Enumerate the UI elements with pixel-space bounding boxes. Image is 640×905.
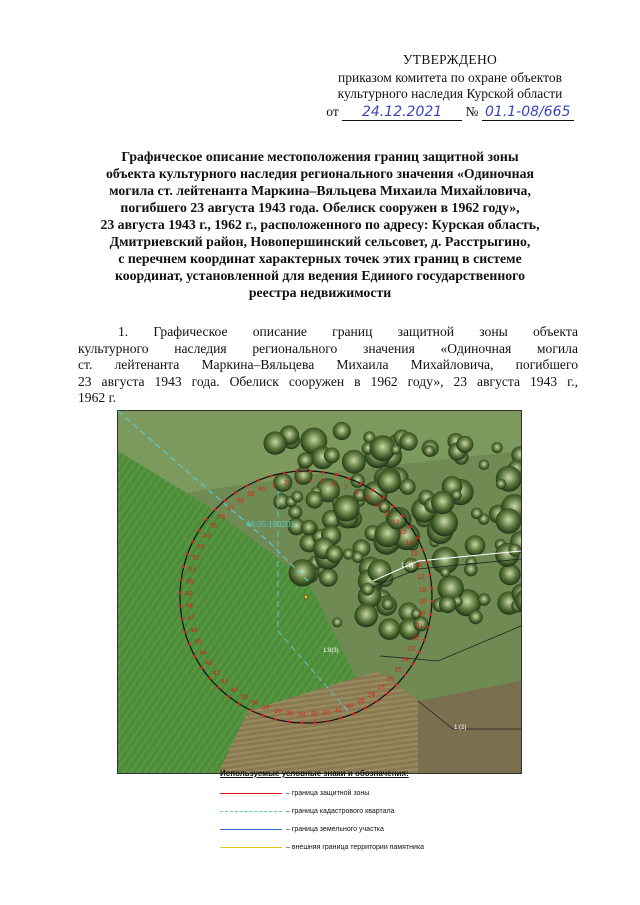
- zone-point: [395, 683, 398, 686]
- tree-canopy: [471, 508, 483, 520]
- map-image: [117, 410, 522, 774]
- zone-point-label: 22: [412, 634, 420, 642]
- title-line: с перечнем координат характерных точек этих границ в системе: [118, 251, 522, 266]
- zone-point-label: 54: [203, 532, 211, 540]
- zone-point-label: 60: [258, 486, 266, 494]
- date-underline: [342, 104, 462, 121]
- zone-point-label: 17: [417, 574, 425, 582]
- zone-point: [188, 643, 191, 646]
- zone-point: [382, 496, 385, 499]
- zone-point-label: 31: [334, 706, 342, 714]
- tree-canopy: [342, 450, 366, 474]
- title-line: реестра недвижимости: [248, 285, 392, 300]
- zone-point: [309, 470, 312, 473]
- zone-point-label: 46: [189, 626, 198, 634]
- legend-label: – граница кадастрового квартала: [286, 807, 395, 815]
- title-line: погибшего 23 августа 1943 года. Обелиск сооружен в 1962 году»,: [120, 200, 520, 215]
- paragraph-line: ст. лейтенанта Маркина–Вяльцева Михаила Михайловича, погибшего: [78, 357, 578, 372]
- zone-point: [335, 473, 338, 476]
- zone-point-label: 43: [205, 660, 213, 667]
- zone-point: [227, 695, 230, 698]
- zone-point-label: 13: [399, 529, 407, 536]
- tree-canopy: [439, 596, 456, 613]
- zone-point-label: 51: [188, 566, 197, 574]
- zone-point: [208, 677, 211, 680]
- tree-canopy: [333, 495, 359, 521]
- zone-point: [429, 574, 432, 577]
- zone-point-label: 30: [346, 702, 354, 710]
- legend-swatch-yellow: [220, 847, 282, 848]
- tree-canopy: [368, 559, 392, 583]
- zone-point: [339, 717, 342, 720]
- legend: [220, 769, 480, 856]
- approval-date-number: [300, 104, 600, 121]
- approval-block: [300, 52, 600, 121]
- zone-point-label: 42: [212, 669, 221, 677]
- tree-canopy: [382, 598, 394, 610]
- title-line: 23 августа 1943 г., 1962 г., расположенного по адресу: Курская область,: [100, 217, 540, 232]
- zone-point-label: 32: [322, 709, 331, 717]
- cadastral-quarter-label: 46:05:180201: [246, 520, 295, 529]
- zone-point: [404, 673, 407, 676]
- zone-point-label: 4: [308, 477, 312, 485]
- tree-canopy: [456, 436, 473, 453]
- zone-point: [249, 709, 252, 712]
- zone-point-label: 59: [247, 491, 255, 499]
- zone-point-label: 38: [251, 699, 259, 707]
- tree-canopy: [465, 535, 486, 556]
- zone-point: [245, 484, 248, 487]
- zone-point-label: 29: [357, 697, 365, 705]
- zone-point-label: 10: [374, 502, 382, 510]
- tree-canopy: [469, 610, 483, 624]
- zone-point-label: 33: [310, 711, 318, 719]
- zone-point-label: 21: [415, 622, 424, 630]
- zone-point-label: 50: [186, 578, 194, 586]
- zone-point-label: 6: [332, 481, 337, 488]
- tree-canopy: [326, 545, 344, 563]
- zone-point: [214, 508, 217, 511]
- zone-point-label: 48: [185, 602, 193, 610]
- zone-point-label: 35: [286, 710, 294, 718]
- legend-item: [220, 802, 480, 820]
- zone-point-label: 36: [274, 708, 282, 715]
- zone-point-label: 44: [199, 649, 207, 657]
- zone-point-label: 45: [193, 638, 202, 646]
- zone-point: [430, 587, 433, 590]
- zone-point-label: 41: [221, 678, 229, 686]
- zone-point: [198, 529, 201, 532]
- legend-item: [220, 838, 480, 856]
- legend-heading: Используемые условные знаки и обозначения:: [220, 769, 409, 778]
- zone-point-label: 23: [407, 645, 415, 653]
- zone-point-label: 34: [298, 711, 306, 719]
- tree-canopy: [479, 459, 490, 470]
- zone-point: [193, 655, 196, 658]
- zone-point-label: 2: [283, 479, 288, 487]
- zone-point: [200, 666, 203, 669]
- tree-canopy: [333, 422, 351, 440]
- zone-point-label: 3: [295, 477, 300, 485]
- zone-point: [186, 553, 189, 556]
- approval-date: 24.12.2021: [362, 104, 443, 120]
- zone-point: [322, 471, 325, 474]
- zone-point-label: 57: [227, 504, 235, 512]
- zone-point: [283, 472, 286, 475]
- tree-canopy: [354, 604, 378, 628]
- tree-canopy: [352, 551, 364, 563]
- tree-canopy: [361, 583, 374, 596]
- satellite-map: [118, 411, 521, 773]
- tree-canopy: [301, 520, 317, 536]
- zone-point: [418, 651, 421, 654]
- zone-point-label: 49: [185, 590, 193, 598]
- zone-point: [423, 639, 426, 642]
- tree-canopy: [399, 432, 417, 450]
- zone-point: [257, 479, 260, 482]
- zone-point-label: 14: [405, 539, 413, 547]
- zone-point-label: 47: [187, 614, 195, 622]
- tree-canopy: [324, 448, 340, 464]
- paragraph-1: [78, 324, 578, 407]
- tree-canopy: [319, 568, 338, 587]
- zone-point-label: 37: [262, 704, 270, 712]
- zone-point: [371, 489, 374, 492]
- legend-label: – граница земельного участка: [286, 825, 384, 833]
- zone-point-label: 1: [271, 482, 276, 490]
- tree-canopy: [291, 491, 303, 503]
- zone-point-label: 9: [366, 495, 370, 503]
- tree-canopy: [264, 431, 287, 454]
- document-title: [60, 148, 580, 301]
- tree-canopy: [400, 479, 416, 495]
- title-line: координат, установленной для ведения Единого государственного: [114, 268, 525, 283]
- tree-canopy: [440, 567, 450, 577]
- approval-number: 01.1-08/665: [485, 104, 571, 120]
- approval-title: УТВЕРЖДЕНО: [402, 52, 498, 67]
- title-line: могила ст. лейтенанта Маркина–Вяльцева Михаила Михайловича,: [109, 183, 531, 198]
- tree-canopy: [350, 473, 364, 487]
- tree-canopy: [423, 445, 435, 457]
- zone-point: [352, 712, 355, 715]
- zone-point-label: 53: [197, 543, 205, 551]
- approval-line-1: приказом комитета по охране объектов: [338, 70, 562, 85]
- parcel-label: 1:(1): [401, 563, 414, 569]
- zone-point: [416, 536, 419, 539]
- tree-canopy: [379, 618, 401, 640]
- zone-point: [181, 618, 184, 621]
- zone-point: [429, 613, 432, 616]
- zone-point: [238, 703, 241, 706]
- tree-canopy: [431, 491, 454, 514]
- title-line: Графическое описание местоположения границ защитной зоны: [121, 149, 519, 164]
- zone-point: [431, 600, 434, 603]
- zone-point: [360, 482, 363, 485]
- zone-point-label: 19: [419, 598, 427, 606]
- zone-point-label: 55: [210, 522, 218, 530]
- zone-point-label: 20: [418, 610, 426, 618]
- parcel-label: 1:(2): [454, 725, 467, 731]
- zone-point: [179, 591, 182, 594]
- title-line: объекта культурного наследия регионального значения «Одиночная: [105, 166, 534, 181]
- zone-point-label: 52: [192, 554, 200, 562]
- zone-point-label: 5: [320, 478, 325, 486]
- zone-point-label: 39: [240, 693, 248, 701]
- zone-point: [274, 718, 277, 721]
- zone-point: [426, 561, 429, 564]
- zone-point: [205, 518, 208, 521]
- legend-swatch-red: [220, 793, 282, 794]
- zone-point: [327, 720, 330, 723]
- tree-canopy: [377, 469, 401, 493]
- paragraph-line: 23 августа 1943 года. Обелиск сооружен в 1962 году», 23 августа 1943 г.,: [78, 373, 578, 389]
- tree-canopy: [464, 563, 478, 577]
- zone-point: [409, 525, 412, 528]
- legend-item: [220, 784, 480, 802]
- zone-point: [348, 477, 351, 480]
- number-prefix: №: [465, 104, 479, 119]
- zone-point: [224, 499, 227, 502]
- date-prefix: от: [326, 104, 339, 119]
- zone-point-label: 56: [218, 513, 226, 521]
- tree-canopy: [496, 479, 506, 489]
- zone-point: [427, 626, 430, 629]
- zone-point: [296, 470, 299, 473]
- zone-point-label: 26: [386, 675, 394, 683]
- zone-point-label: 8: [355, 489, 360, 497]
- zone-point-label: 40: [230, 686, 238, 694]
- zone-point: [287, 720, 290, 723]
- legend-swatch-blue: [220, 829, 282, 830]
- tree-canopy: [306, 491, 324, 509]
- tree-canopy: [478, 593, 491, 606]
- zone-point-label: 27: [377, 684, 385, 692]
- zone-point: [421, 548, 424, 551]
- zone-point: [270, 475, 273, 478]
- zone-point-label: 58: [236, 497, 245, 505]
- legend-label: – граница защитной зоны: [286, 789, 370, 797]
- parcel-label: 1:8(3): [323, 648, 339, 654]
- zone-point: [375, 700, 378, 703]
- zone-point-label: 18: [419, 586, 427, 594]
- legend-item: [220, 820, 480, 838]
- zone-point: [184, 630, 187, 633]
- zone-point: [262, 714, 265, 717]
- zone-point: [180, 578, 183, 581]
- zone-point: [191, 540, 194, 543]
- paragraph-line: культурного наследия регионального значения «Одиночная могила: [78, 340, 578, 356]
- tree-canopy: [289, 559, 316, 586]
- zone-point-label: 7: [344, 484, 348, 492]
- zone-point: [386, 692, 389, 695]
- zone-point: [314, 721, 317, 724]
- zone-point: [234, 491, 237, 494]
- paragraph-line: 1962 г.: [78, 390, 117, 405]
- zone-point: [179, 605, 182, 608]
- zone-point: [300, 722, 303, 725]
- zone-point: [217, 686, 220, 689]
- tree-canopy: [508, 544, 521, 557]
- zone-point: [392, 505, 395, 508]
- legend-swatch-cyan: [220, 811, 282, 812]
- tree-canopy: [496, 508, 521, 534]
- tree-canopy: [492, 442, 503, 453]
- zone-point-label: 28: [367, 691, 376, 699]
- zone-point-label: 25: [394, 666, 402, 674]
- tree-canopy: [391, 445, 401, 455]
- zone-point-label: 16: [414, 562, 423, 570]
- zone-point: [412, 662, 415, 665]
- zone-point: [401, 515, 404, 518]
- number-underline: [482, 104, 574, 121]
- tree-canopy: [451, 490, 462, 501]
- zone-point: [364, 707, 367, 710]
- zone-point-label: 24: [401, 656, 409, 664]
- paragraph-line: 1. Графическое описание границ защитной зоны объекта: [118, 324, 578, 339]
- tree-canopy: [332, 617, 342, 627]
- monument-marker: [304, 595, 308, 599]
- title-line: Дмитриевский район, Новопершинский сельсовет, д. Расстрыгино,: [109, 234, 531, 249]
- zone-point-label: 11: [383, 510, 391, 518]
- tree-canopy: [499, 564, 521, 586]
- zone-point: [182, 565, 185, 568]
- zone-point-label: 12: [391, 519, 400, 527]
- approval-line-2: культурного наследия Курской области: [337, 86, 563, 101]
- legend-label: – внешняя граница территории памятника: [286, 843, 425, 851]
- tree-canopy: [297, 452, 313, 468]
- zone-point-label: 15: [410, 550, 419, 558]
